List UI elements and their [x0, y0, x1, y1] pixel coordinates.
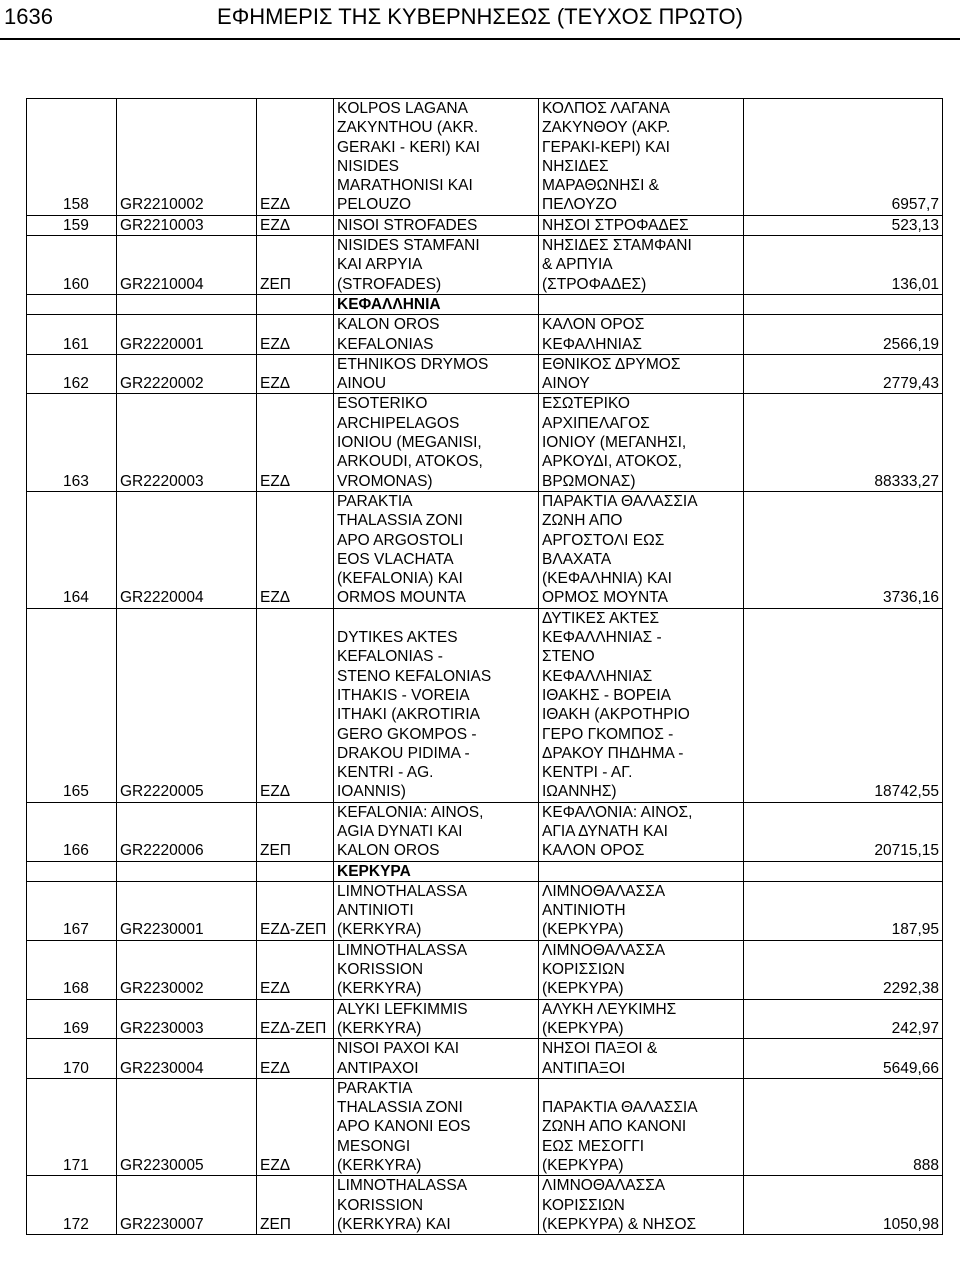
site-name-greek-line: ΠΑΡΑΚΤΙΑ ΘΑΛΑΣΣΙΑ — [542, 1099, 698, 1117]
empty-cell — [539, 861, 744, 881]
site-code: GR2220003 — [117, 394, 257, 491]
site-code: GR2230002 — [117, 940, 257, 999]
site-name-greek-line: (ΣΤΡΟΦΑΔΕΣ) — [542, 275, 647, 293]
site-name-greek-line: ΑΝΤΙΝΙΟΤΗ — [542, 902, 626, 920]
site-type: ΕΖΔ — [257, 491, 334, 608]
site-name-latin — [334, 608, 539, 802]
table-row — [27, 1176, 943, 1235]
site-area: 888 — [744, 1078, 943, 1175]
site-name-latin-line: (KERKYRA) — [337, 1019, 422, 1037]
site-name-latin — [334, 394, 539, 491]
site-name-greek-line: ΖΑΚΥΝΘΟΥ (ΑΚΡ. — [542, 119, 671, 137]
site-type: ΕΖΔ — [257, 608, 334, 802]
empty-cell — [539, 294, 744, 314]
site-type: ΕΖΔ — [257, 215, 334, 235]
table-row — [27, 999, 943, 1039]
site-name-greek — [539, 881, 744, 940]
row-number: 171 — [27, 1078, 117, 1175]
site-name-greek-line: ΑΡΚΟΥΔΙ, ΑΤΟΚΟΣ, — [542, 453, 682, 471]
site-type: ΖΕΠ — [257, 236, 334, 295]
site-name-latin — [334, 315, 539, 355]
row-number: 167 — [27, 881, 117, 940]
row-number: 159 — [27, 215, 117, 235]
site-name-greek-line: ΚΕΦΑΛΗΝΙΑΣ — [542, 335, 642, 353]
site-name-greek-line: ΙΩΑΝΝΗΣ) — [542, 783, 617, 801]
site-name-latin-line: (KERKYRA) — [337, 921, 422, 939]
site-area: 242,97 — [744, 999, 943, 1039]
table-row — [27, 1039, 943, 1079]
table-row — [27, 354, 943, 394]
empty-cell — [117, 294, 257, 314]
site-name-greek — [539, 491, 744, 608]
site-area: 88333,27 — [744, 394, 943, 491]
site-name-greek — [539, 354, 744, 394]
site-name-latin-line: GERAKI - KERI) KAI — [337, 138, 480, 156]
site-name-greek-line: ΝΗΣΙΔΕΣ — [542, 157, 609, 175]
site-name-greek — [539, 236, 744, 295]
site-name-greek — [539, 802, 744, 861]
site-name-latin-line: LIMNOTHALASSA — [337, 1177, 468, 1195]
site-name-latin-line: ANTINIOTI — [337, 902, 414, 920]
row-number: 169 — [27, 999, 117, 1039]
site-name-latin — [334, 999, 539, 1039]
site-name-latin — [334, 881, 539, 940]
site-area: 523,13 — [744, 215, 943, 235]
site-name-latin-line: (KERKYRA) — [337, 980, 422, 998]
site-type: ΕΖΔ — [257, 1078, 334, 1175]
site-name-latin-line: GERO GKOMPOS - — [337, 725, 477, 743]
site-name-greek — [539, 999, 744, 1039]
site-name-greek-line: ΠΑΡΑΚΤΙΑ ΘΑΛΑΣΣΙΑ — [542, 492, 698, 510]
site-name-greek-line: ΜΑΡΑΘΩΝΗΣΙ & — [542, 177, 660, 195]
site-name-latin-line: (STROFADES) — [337, 275, 442, 293]
site-name-latin-line: KEFALONIA: AINOS, — [337, 803, 484, 821]
site-code: GR2210004 — [117, 236, 257, 295]
site-name-greek-line: ΚΟΡΙΣΣΙΩΝ — [542, 1196, 625, 1214]
site-name-latin-line: KALON OROS — [337, 842, 440, 860]
site-name-greek — [539, 315, 744, 355]
site-name-latin — [334, 491, 539, 608]
site-type: ΖΕΠ — [257, 1176, 334, 1235]
site-name-latin-line: (KERKYRA) KAI — [337, 1215, 451, 1233]
site-code: GR2220001 — [117, 315, 257, 355]
section-heading-row — [27, 861, 943, 881]
site-name-latin-line: LIMNOTHALASSA — [337, 941, 468, 959]
site-name-greek-line: (ΚΕΦΑΛΗΝΙΑ) ΚΑΙ — [542, 570, 672, 588]
site-name-greek-line: ΚΕΝΤΡΙ - ΑΓ. — [542, 764, 633, 782]
site-name-greek — [539, 215, 744, 235]
site-name-latin-line: KEFALONIAS — [337, 335, 434, 353]
empty-cell — [117, 861, 257, 881]
site-name-latin-line: NISOI PAXOI KAI — [337, 1040, 460, 1058]
site-code: GR2210003 — [117, 215, 257, 235]
site-name-latin-line: ALYKI LEFKIMMIS — [337, 1000, 468, 1018]
header-rule — [0, 38, 960, 40]
site-name-greek-line: ΖΩΝΗ ΑΠΟ — [542, 512, 623, 530]
site-name-latin-line: AINOU — [337, 375, 387, 393]
site-name-latin-line: APO KANONI EOS — [337, 1118, 471, 1136]
site-name-greek-line: (ΚΕΡΚΥΡΑ) — [542, 921, 624, 939]
site-name-latin-line: KAI ARPYIA — [337, 256, 423, 274]
site-type: ΕΖΔ-ΖΕΠ — [257, 881, 334, 940]
site-name-latin-line: IONIOU (MEGANISI, — [337, 434, 482, 452]
site-name-latin-line: IOANNIS) — [337, 783, 406, 801]
site-area: 136,01 — [744, 236, 943, 295]
site-name-greek-line: ΑΡΧΙΠΕΛΑΓΟΣ — [542, 414, 650, 432]
site-name-greek-line: ΔΡΑΚΟΥ ΠΗΔΗΜΑ - — [542, 744, 684, 762]
site-type: ΕΖΔ — [257, 99, 334, 216]
site-name-greek-line: ΛΙΜΝΟΘΑΛΑΣΣΑ — [542, 882, 666, 900]
site-name-latin-line: AGIA DYNATI KAI — [337, 822, 463, 840]
site-name-greek-line: (ΚΕΡΚΥΡΑ) & ΝΗΣΟΣ — [542, 1215, 697, 1233]
row-number: 170 — [27, 1039, 117, 1079]
site-name-latin — [334, 1039, 539, 1079]
site-area: 1050,98 — [744, 1176, 943, 1235]
site-name-latin-line: (KEFALONIA) KAI — [337, 570, 463, 588]
site-name-greek-line: ΙΘΑΚΗ (ΑΚΡΟΤΗΡΙΟ — [542, 706, 690, 724]
site-name-greek-line: ΚΕΦΑΛΛΗΝΙΑΣ - — [542, 629, 662, 647]
site-name-latin-line: ORMOS MOUNTA — [337, 589, 466, 607]
site-name-latin-line: DYTIKES AKTES — [337, 629, 458, 647]
site-name-greek-line: ΑΓΙΑ ΔΥΝΑΤΗ ΚΑΙ — [542, 822, 668, 840]
site-name-latin-line: ANTIPAXOI — [337, 1059, 419, 1077]
row-number: 165 — [27, 608, 117, 802]
site-name-latin-line: KOLPOS LAGANA — [337, 100, 468, 117]
site-code: GR2220006 — [117, 802, 257, 861]
table-row — [27, 608, 943, 802]
site-name-latin-line: KEFALONIAS - — [337, 648, 443, 666]
site-name-greek — [539, 608, 744, 802]
site-name-greek-line: ΚΕΦΑΛΛΗΝΙΑΣ — [542, 667, 653, 685]
section-heading: ΚΕΦΑΛΛΗΝΙΑ — [334, 294, 539, 314]
table-row — [27, 881, 943, 940]
site-name-greek-line: ΚΟΡΙΣΣΙΩΝ — [542, 961, 625, 979]
site-area: 2292,38 — [744, 940, 943, 999]
site-name-latin-line: KORISSION — [337, 961, 424, 979]
site-name-latin-line: KENTRI - AG. — [337, 764, 434, 782]
site-name-greek-line: ΒΛΑΧΑΤΑ — [542, 550, 612, 568]
site-name-greek — [539, 394, 744, 491]
site-name-greek-line: ΝΗΣΟΙ ΠΑΞΟΙ & — [542, 1040, 658, 1058]
site-name-latin — [334, 1176, 539, 1235]
table-row — [27, 99, 943, 216]
row-number: 162 — [27, 354, 117, 394]
page-number: 1636 — [4, 4, 53, 29]
site-name-greek-line: (ΚΕΡΚΥΡΑ) — [542, 1157, 624, 1175]
site-name-greek-line: ΛΙΜΝΟΘΑΛΑΣΣΑ — [542, 941, 666, 959]
empty-cell — [744, 294, 943, 314]
page-header — [0, 0, 960, 40]
row-number: 164 — [27, 491, 117, 608]
site-name-greek-line: ΚΟΛΠΟΣ ΛΑΓΑΝΑ — [542, 100, 670, 117]
empty-cell — [257, 861, 334, 881]
site-name-greek — [539, 99, 744, 216]
site-name-greek-line: ΙΟΝΙΟΥ (ΜΕΓΑΝΗΣΙ, — [542, 434, 687, 452]
site-area: 18742,55 — [744, 608, 943, 802]
site-name-greek-line: (ΚΕΡΚΥΡΑ) — [542, 980, 624, 998]
site-name-latin-line: THALASSIA ZONI — [337, 512, 463, 530]
site-name-greek — [539, 1176, 744, 1235]
empty-cell — [744, 861, 943, 881]
site-name-latin-line: MESONGI — [337, 1137, 411, 1155]
row-number: 160 — [27, 236, 117, 295]
site-name-latin — [334, 215, 539, 235]
site-code: GR2210002 — [117, 99, 257, 216]
table-row — [27, 802, 943, 861]
site-name-greek-line: ΑΙΝΟΥ — [542, 375, 590, 393]
site-code: GR2220005 — [117, 608, 257, 802]
site-name-latin-line: ESOTERIKO — [337, 395, 428, 413]
site-name-latin-line: NISOI STROFADES — [337, 216, 478, 234]
site-name-greek-line: ΝΗΣΙΔΕΣ ΣΤΑΜΦΑΝΙ — [542, 237, 692, 255]
site-type: ΕΖΔ — [257, 940, 334, 999]
site-name-greek-line: ΚΑΛΟΝ ΟΡΟΣ — [542, 842, 645, 860]
gazette-title: ΕΦΗΜΕΡΙΣ ΤΗΣ ΚΥΒΕΡΝΗΣΕΩΣ (ΤΕΥΧΟΣ ΠΡΩΤΟ) — [217, 4, 743, 29]
site-name-latin-line: NISIDES STAMFANI — [337, 237, 480, 255]
site-name-latin — [334, 236, 539, 295]
site-name-latin — [334, 99, 539, 216]
table-row — [27, 215, 943, 235]
site-type: ΕΖΔ-ΖΕΠ — [257, 999, 334, 1039]
site-name-latin-line: DRAKOU PIDIMA - — [337, 744, 470, 762]
site-code: GR2230004 — [117, 1039, 257, 1079]
table-row — [27, 394, 943, 491]
table-row — [27, 491, 943, 608]
site-name-latin-line: KALON OROS — [337, 316, 440, 334]
row-number: 166 — [27, 802, 117, 861]
row-number: 168 — [27, 940, 117, 999]
site-name-greek-line: ΝΗΣΟΙ ΣΤΡΟΦΑΔΕΣ — [542, 216, 689, 234]
site-name-greek-line: ΑΝΤΙΠΑΞΟΙ — [542, 1059, 626, 1077]
site-type: ΖΕΠ — [257, 802, 334, 861]
site-area: 5649,66 — [744, 1039, 943, 1079]
site-name-greek-line: & ΑΡΠΥΙΑ — [542, 256, 613, 274]
site-code: GR2230001 — [117, 881, 257, 940]
site-name-latin-line: PARAKTIA — [337, 1079, 413, 1097]
site-name-greek-line: ΓΕΡΟ ΓΚΟΜΠΟΣ - — [542, 725, 674, 743]
row-number: 158 — [27, 99, 117, 216]
site-area: 6957,7 — [744, 99, 943, 216]
site-name-greek-line: ΒΡΩΜΟΝΑΣ) — [542, 472, 636, 490]
site-name-latin-line: NISIDES — [337, 157, 400, 175]
table-row — [27, 236, 943, 295]
site-name-greek-line: ΑΡΓΟΣΤΟΛΙ ΕΩΣ — [542, 531, 665, 549]
site-code: GR2230007 — [117, 1176, 257, 1235]
site-name-greek-line: ΕΘΝΙΚΟΣ ΔΡΥΜΟΣ — [542, 355, 681, 373]
site-name-latin-line: ARCHIPELAGOS — [337, 414, 460, 432]
site-name-greek — [539, 940, 744, 999]
site-name-latin-line: MARATHONISI KAI — [337, 177, 473, 195]
site-name-greek — [539, 1039, 744, 1079]
empty-cell — [27, 294, 117, 314]
site-name-latin-line: LIMNOTHALASSA — [337, 882, 468, 900]
site-area: 3736,16 — [744, 491, 943, 608]
empty-cell — [257, 294, 334, 314]
site-name-greek — [539, 1078, 744, 1175]
site-name-greek-line: ΛΙΜΝΟΘΑΛΑΣΣΑ — [542, 1177, 666, 1195]
site-name-greek-line: ΔΥΤΙΚΕΣ ΑΚΤΕΣ — [542, 609, 660, 627]
site-name-latin-line: ITHAKIS - VOREIA — [337, 686, 470, 704]
site-name-greek-line: ΚΑΛΟΝ ΟΡΟΣ — [542, 316, 645, 334]
site-name-greek-line: ΟΡΜΟΣ ΜΟΥΝΤΑ — [542, 589, 668, 607]
site-name-latin — [334, 1078, 539, 1175]
table-row — [27, 315, 943, 355]
site-name-latin — [334, 354, 539, 394]
site-name-greek-line: ΚΕΦΑΛΟΝΙΑ: ΑΙΝΟΣ, — [542, 803, 693, 821]
site-name-greek-line: (ΚΕΡΚΥΡΑ) — [542, 1019, 624, 1037]
row-number: 172 — [27, 1176, 117, 1235]
sites-table — [26, 98, 943, 1235]
site-area: 2779,43 — [744, 354, 943, 394]
site-type: ΕΖΔ — [257, 1039, 334, 1079]
site-name-greek-line: ΠΕΛΟΥΖΟ — [542, 196, 617, 214]
site-name-latin-line: VROMONAS) — [337, 472, 433, 490]
site-name-latin-line: THALASSIA ZONI — [337, 1099, 463, 1117]
site-name-latin-line: APO ARGOSTOLI — [337, 531, 464, 549]
site-name-latin-line: ZAKYNTHOU (AKR. — [337, 119, 479, 137]
site-name-latin-line: PARAKTIA — [337, 492, 413, 510]
empty-cell — [27, 861, 117, 881]
site-name-latin-line: KORISSION — [337, 1196, 424, 1214]
site-area: 2566,19 — [744, 315, 943, 355]
site-code: GR2220004 — [117, 491, 257, 608]
site-name-latin-line: EOS VLACHATA — [337, 550, 454, 568]
site-name-latin-line: ITHAKI (AKROTIRIA — [337, 706, 480, 724]
site-name-greek-line: ΑΛΥΚΗ ΛΕΥΚΙΜΗΣ — [542, 1000, 677, 1018]
site-name-greek-line: ΓΕΡΑΚΙ-ΚΕΡΙ) ΚΑΙ — [542, 138, 670, 156]
site-name-latin-line: (KERKYRA) — [337, 1157, 422, 1175]
site-area: 187,95 — [744, 881, 943, 940]
section-heading-row — [27, 294, 943, 314]
site-type: ΕΖΔ — [257, 354, 334, 394]
site-name-latin — [334, 802, 539, 861]
row-number: 161 — [27, 315, 117, 355]
site-code: GR2230003 — [117, 999, 257, 1039]
site-code: GR2230005 — [117, 1078, 257, 1175]
site-name-latin — [334, 940, 539, 999]
site-type: ΕΖΔ — [257, 315, 334, 355]
site-name-greek-line: ΣΤΕΝΟ — [542, 648, 595, 666]
site-name-greek-line: ΖΩΝΗ ΑΠΟ ΚΑΝΟΝΙ — [542, 1118, 687, 1136]
section-heading: ΚΕΡΚΥΡΑ — [334, 861, 539, 881]
site-area: 20715,15 — [744, 802, 943, 861]
site-name-greek-line: ΙΘΑΚΗΣ - ΒΟΡΕΙΑ — [542, 686, 672, 704]
row-number: 163 — [27, 394, 117, 491]
site-name-latin-line: ETHNIKOS DRYMOS — [337, 355, 489, 373]
site-name-greek-line: ΕΩΣ ΜΕΣΟΓΓΙ — [542, 1137, 645, 1155]
table-row — [27, 1078, 943, 1175]
site-name-latin-line: PELOUZO — [337, 196, 412, 214]
site-name-latin-line: ARKOUDI, ATOKOS, — [337, 453, 483, 471]
site-type: ΕΖΔ — [257, 394, 334, 491]
site-code: GR2220002 — [117, 354, 257, 394]
site-name-latin-line: STENO KEFALONIAS — [337, 667, 492, 685]
table-row — [27, 940, 943, 999]
site-name-greek-line: ΕΣΩΤΕΡΙΚΟ — [542, 395, 630, 413]
